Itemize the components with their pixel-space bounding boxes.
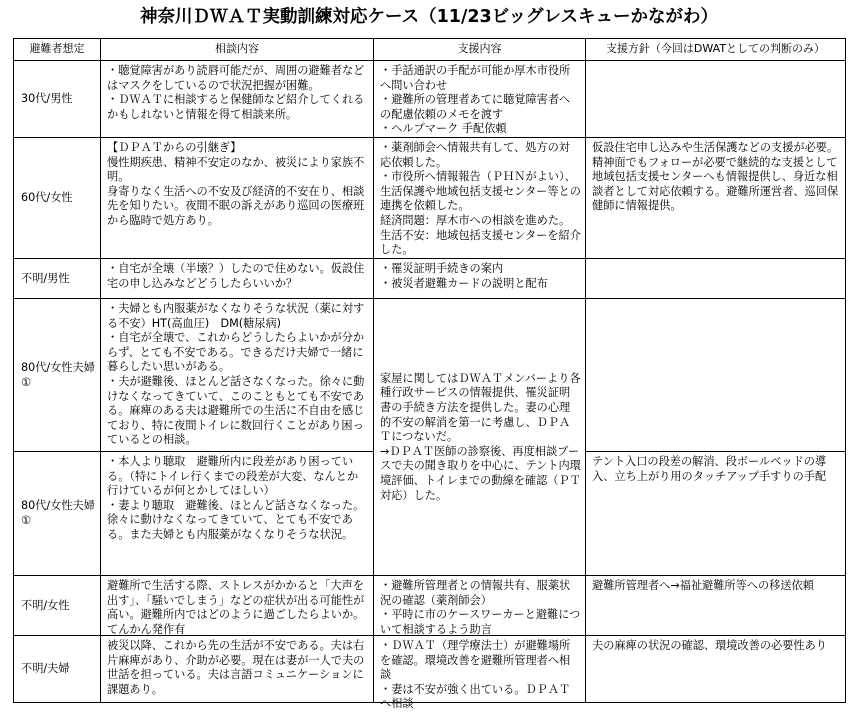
support-text: ・避難所管理者との情報共有、服薬状況の確認（薬剤師会） (380, 579, 571, 607)
case-label: 不明/夫婦 (21, 662, 70, 676)
case-label-cell (14, 259, 101, 299)
case-label: 不明/男性 (21, 271, 70, 285)
support-cell (374, 61, 586, 138)
support-cell (374, 636, 586, 711)
policy-cell (586, 452, 846, 576)
support-text: ・平時に市のケースワーカーと避難について相談するよう助言 (380, 608, 581, 636)
case-label-cell (14, 636, 101, 703)
support-text: ・ヘルプマーク 手配依頼 (380, 122, 507, 136)
case-label: 30代/男性 (21, 92, 73, 106)
consultation-text: ・自宅が全壊（半壊？）したので住めない。仮設住宅の申し込みなどどうしたらいいか？ (107, 262, 365, 290)
policy-cell (586, 138, 846, 259)
support-text: ・妻は不安が強く出ている。ＤＰＡＴへ相談 (380, 682, 571, 711)
consultation-text: 【ＤＰＡＴからの引継ぎ】 (107, 141, 242, 154)
policy-cell (586, 61, 846, 138)
support-text: ・手話通訳の手配が可能か厚木市役所へ問い合わせ (380, 64, 571, 92)
consultation-text: ・夫が避難後、ほとんど話さなくなった。徐々に動けなくなってきていて、このこともとても不安である。麻痺のある夫は避難所での生活に不自由を感じており、特に夜間トイレに数回行くことがあり困っているとの相談。 (107, 374, 365, 447)
consultation-text: ・ＤＷＡＴに相談すると保健師など紹介してくれるかもしれないと情報を得て相談来所。 (107, 93, 365, 121)
header-case: 避難者想定 (14, 39, 101, 61)
policy-text: 夫の麻痺の状況の確認、環境改善の必要性あり (592, 639, 827, 652)
support-text: ・薬剤師会へ情報共有して、処方の対応依頼した。 (380, 141, 570, 169)
support-cell (374, 576, 586, 636)
header-consultation: 相談内容 (101, 39, 374, 61)
case-label: 60代/女性 (21, 191, 73, 205)
case-label: 80代/女性夫婦① (21, 499, 95, 527)
header-policy: 支援方針（今回はDWATとしての判断のみ） (586, 39, 846, 61)
consultation-text: ・夫婦とも内服薬がなくなりそうな状況（薬に対する不安）HT(高血圧) DM(糖尿病) (107, 302, 365, 330)
support-text: 経済問題：厚木市への相談を進めた。 (380, 213, 571, 227)
policy-cell (586, 259, 846, 299)
consultation-cell (101, 452, 374, 576)
case-label-cell (14, 61, 101, 138)
case-table (13, 38, 846, 711)
document-title: 神奈川ＤＷＡＴ実動訓練対応ケース（11/23ビッグレスキューかながわ） (140, 7, 718, 27)
support-text: ・ＤＷＡＴ（理学療法士）が避難場所を確認。環境改善を避難所管理者へ相談 (380, 639, 571, 682)
support-text: 生活不安：地域包括支援センターを紹介した。 (380, 228, 581, 257)
support-text: ・市役所へ情報報告（ＰＨＮがよい）、生活保護や地域包括支援センター等との連携を依頼した。 (380, 170, 581, 213)
case-label-cell (14, 576, 101, 636)
consultation-text: 身寄りなく生活への不安及び経済的不安在り、相談先を知りたい。夜間不眠の訴えがあり巡回の医療班から臨時で処方あり。 (107, 184, 365, 227)
support-cell-merged (374, 299, 586, 576)
support-text: 家屋に関してはＤＷＡＴメンバーより各種行政サービスの情報提供、罹災証明書の手続き方法を提供した。妻の心理的不安の解消を第一に考慮し、ＤＰＡＴにつないだ。 (380, 371, 581, 444)
consultation-cell (101, 259, 374, 299)
consultation-text: 慢性期疾患、精神不安定のなか、被災により家族不明。 (107, 155, 365, 184)
support-text: →ＤＰＡＴ医師の診察後、再度相談ブースで夫の聞き取りを中心に、テント内環境評価、トイレまでの動線を確認（ＰＴ対応）した。 (380, 444, 581, 502)
policy-cell (586, 576, 846, 636)
consultation-cell (101, 299, 374, 452)
policy-cell (586, 636, 846, 703)
case-label-cell (14, 138, 101, 259)
header-support: 支援内容 (374, 39, 586, 61)
case-label-cell (14, 452, 101, 576)
consultation-cell (101, 138, 374, 259)
support-cell (374, 259, 586, 299)
consultation-text: ・聴覚障害があり読唇可能だが、周囲の避難者などはマスクをしているので状況把握が困難。 (107, 64, 365, 92)
support-text: ・被災者避難カードの説明と配布 (380, 276, 548, 290)
support-text: ・避難所の管理者あてに聴覚障害者への配慮依頼のメモを渡す (380, 93, 571, 121)
policy-text: 仮設住宅申し込みや生活保護などの支援が必要。精神面でもフォローが必要で継続的な支援として地域包括支援センターへも情報提供し、身近な相談者として対応依頼する。避難所運営者、巡回保健師に情報提供。 (592, 141, 839, 213)
case-label: 80代/女性夫婦① (21, 360, 95, 389)
support-cell (374, 138, 586, 259)
consultation-text: ・妻より聴取 避難後、ほとんど話さなくなった。徐々に動けなくなってきていて、とても不安である。また夫婦とも内服薬がなくなりそうな状況。 (107, 498, 365, 541)
consultation-cell (101, 576, 374, 636)
consultation-text: 被災以降、これから先の生活が不安である。夫は右片麻痺があり、介助が必要。現在は妻が一人で夫の世話を担っている。夫は言語コミュニケーションに課題あり。 (107, 639, 365, 696)
policy-text: テント入口の段差の解消、段ボールベッドの導入、立ち上がり用のタッチアップ手すりの手配 (592, 455, 827, 483)
consultation-text: ・本人より聴取 避難所内に段差があり困っている。（特にトイレ行くまでの段差が大変、なんとか行けているが何とかしてほしい） (107, 455, 359, 498)
support-text: ・罹災証明手続きの案内 (380, 262, 504, 275)
policy-text: 避難所管理者へ→福祉避難所等への移送依頼 (592, 579, 814, 592)
case-label-cell (14, 299, 101, 452)
consultation-cell (101, 61, 374, 138)
consultation-text: ・自宅が全壊で、これからどうしたらよいかが分からず、とても不安である。できるだけ夫婦で一緒に暮らしたい思いがある。 (107, 331, 365, 374)
consultation-text: 避難所で生活する際、ストレスがかかると「大声を出す」、「騒いでしまう」などの症状が出る可能性が高い。避難所内ではどのように過ごしたらよいか。てんかん発作有 (107, 579, 365, 636)
case-label: 不明/女性 (21, 598, 70, 612)
policy-cell (586, 299, 846, 452)
consultation-cell (101, 636, 374, 703)
